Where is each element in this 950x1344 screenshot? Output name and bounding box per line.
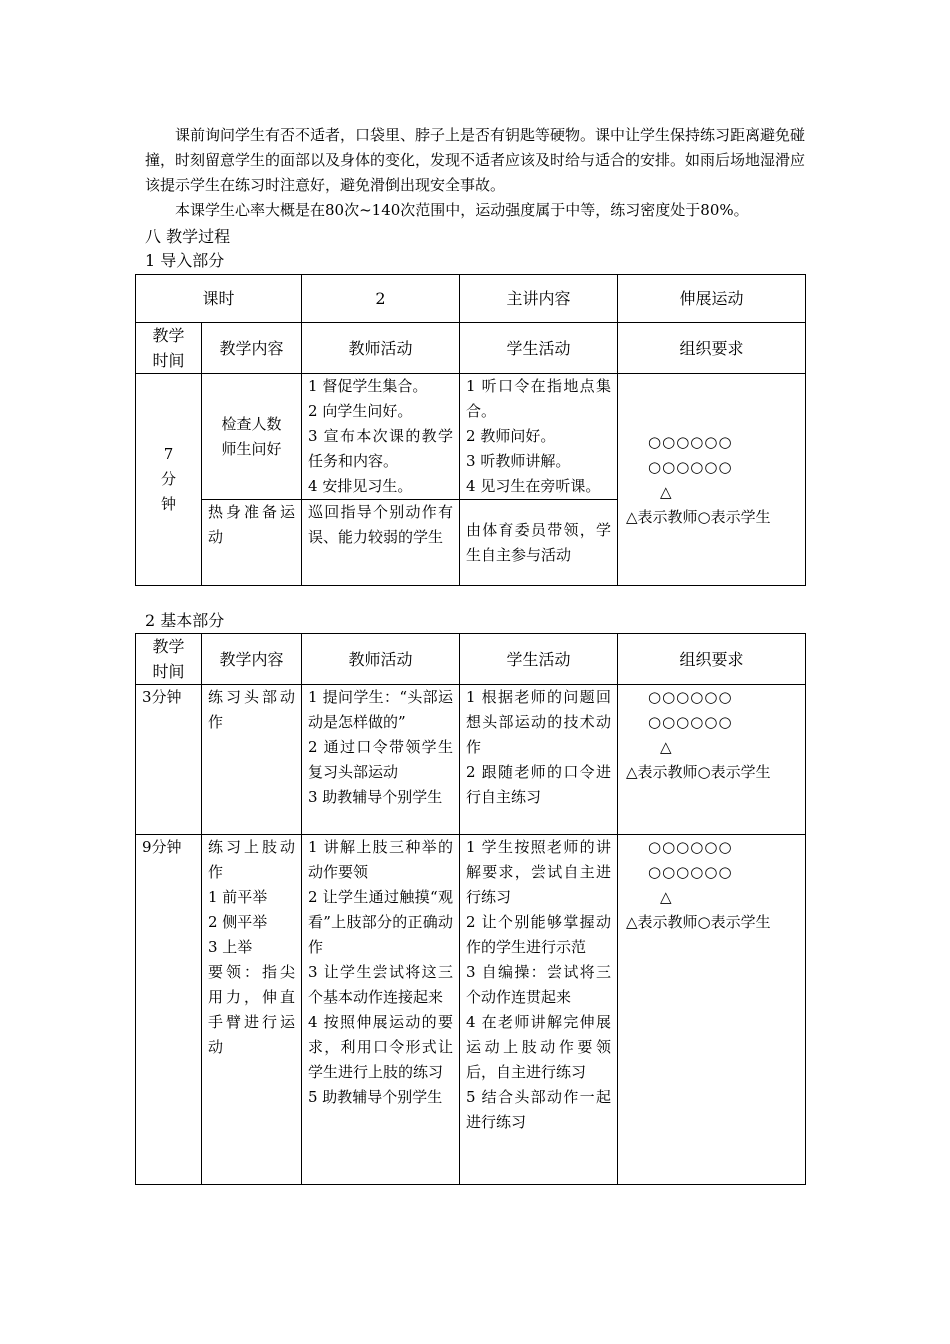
time-cell: 7 分 钟 xyxy=(136,374,202,586)
heart-rate-paragraph: 本课学生心率大概是在80次~140次范围中，运动强度属于中等，练习密度处于80%。 xyxy=(175,201,749,219)
org-legend: △表示教师○表示学生 xyxy=(626,913,771,931)
teacher-mark: △ xyxy=(660,888,672,906)
org-legend: △表示教师○表示学生 xyxy=(626,507,771,526)
table-row xyxy=(136,835,806,1185)
header-time: 教学时间 xyxy=(136,634,202,685)
header-teacher: 教师活动 xyxy=(302,634,460,685)
main-content-value: 伸展运动 xyxy=(618,275,806,323)
org-legend: △表示教师○表示学生 xyxy=(626,763,771,781)
teacher-cell: 1 督促学生集合。 2 向学生问好。 3 宣布本次课的教学任务和内容。 4 安排见习生。 xyxy=(302,374,460,500)
basic-part-table xyxy=(135,633,806,1185)
table-row xyxy=(136,685,806,835)
main-content-label: 主讲内容 xyxy=(460,275,618,323)
student-cell: 由体育委员带领，学生自主参与活动 xyxy=(460,500,618,586)
lesson-count: 2 xyxy=(302,275,460,323)
teacher-cell: 1 提问学生：“头部运动是怎样做的” 2 通过口令带领学生复习头部运动 3 助教辅导个别学生 xyxy=(302,685,460,835)
part1-title: 1 导入部分 xyxy=(145,251,225,270)
lesson-label: 课时 xyxy=(136,275,302,323)
section-title: 八 教学过程 xyxy=(145,227,231,246)
teacher-cell: 1 讲解上肢三种举的动作要领 2 让学生通过触摸“观看”上肢部分的正确动作 3 让学生尝试将这三个基本动作连接起来 4 按照伸展运动的要求，利用口令形式让学生进行上肢的练习 5 助教辅导个别学生 xyxy=(302,835,460,1185)
teacher-mark: △ xyxy=(660,738,672,756)
org-cell: ○○○○○○ ○○○○○○ △ △表示教师○表示学生 xyxy=(618,835,806,1185)
header-teacher: 教师活动 xyxy=(302,323,460,374)
safety-paragraph: 课前询问学生有否不适者，口袋里、脖子上是否有钥匙等硬物。课中让学生保持练习距离避免碰撞，时刻留意学生的面部以及身体的变化，发现不适者应该及时给与适合的安排。如雨后场地湿滑应该提示学生在练习时注意好，避免滑倒出现安全事故。 xyxy=(145,126,806,194)
table-row xyxy=(136,374,806,500)
time-cell: 3分钟 xyxy=(136,685,202,835)
header-student: 学生活动 xyxy=(460,634,618,685)
header-content: 教学内容 xyxy=(202,323,302,374)
org-cell: ○○○○○○ ○○○○○○ △ △表示教师○表示学生 xyxy=(618,374,806,586)
header-time: 教学时间 xyxy=(136,323,202,374)
intro-part-table xyxy=(135,274,806,586)
org-cell: ○○○○○○ ○○○○○○ △ △表示教师○表示学生 xyxy=(618,685,806,835)
content-cell: 练习上肢动作 1 前平举 2 侧平举 3 上举 要领：指尖用力，伸直手臂进行运动 xyxy=(202,835,302,1185)
student-cell: 1 听口令在指地点集合。 2 教师问好。 3 听教师讲解。 4 见习生在旁听课。 xyxy=(460,374,618,500)
teacher-cell: 巡回指导个别动作有误、能力较弱的学生 xyxy=(302,500,460,586)
time-cell: 9分钟 xyxy=(136,835,202,1185)
part2-title: 2 基本部分 xyxy=(145,611,225,630)
header-student: 学生活动 xyxy=(460,323,618,374)
content-cell: 检查人数 师生问好 xyxy=(202,374,302,500)
header-content: 教学内容 xyxy=(202,634,302,685)
content-cell: 练习头部动作 xyxy=(202,685,302,835)
header-org: 组织要求 xyxy=(618,634,806,685)
header-row xyxy=(136,323,806,374)
lesson-info-row xyxy=(136,275,806,323)
content-cell: 热身准备运动 xyxy=(202,500,302,586)
student-cell: 1 根据老师的问题回想头部运动的技术动作 2 跟随老师的口令进行自主练习 xyxy=(460,685,618,835)
teacher-mark: △ xyxy=(660,482,672,501)
header-org: 组织要求 xyxy=(618,323,806,374)
student-cell: 1 学生按照老师的讲解要求，尝试自主进行练习 2 让个别能够掌握动作的学生进行示范 3 自编操：尝试将三个动作连贯起来 4 在老师讲解完伸展运动上肢动作要领后，自主进行练习 5 结合头部动作一起进行练习 xyxy=(460,835,618,1185)
header-row xyxy=(136,634,806,685)
